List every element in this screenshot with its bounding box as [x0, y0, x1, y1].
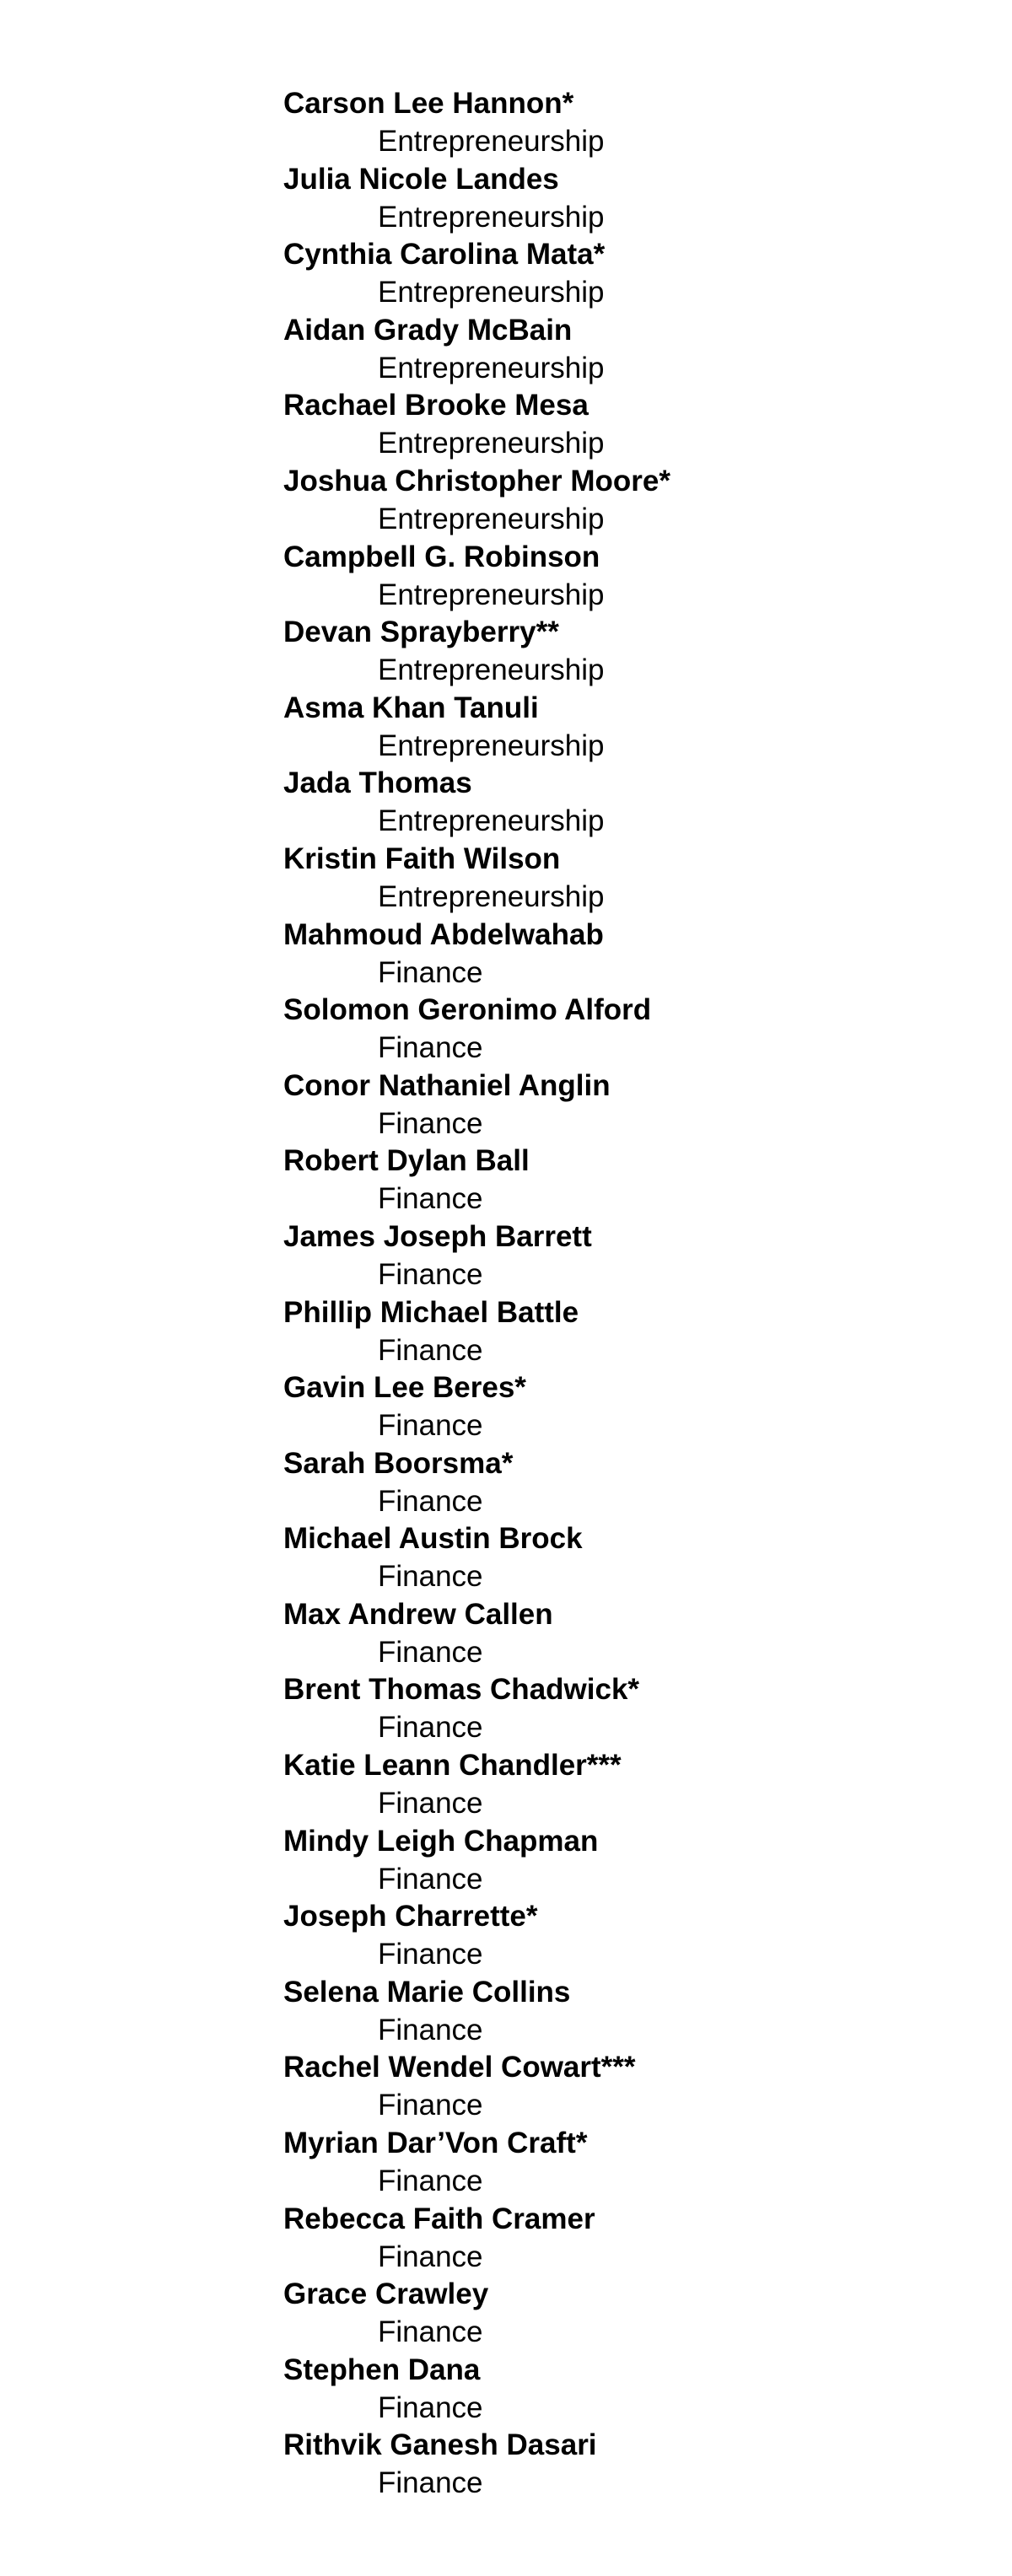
graduate-major: Finance	[378, 2466, 483, 2500]
graduate-entry	[283, 462, 670, 538]
graduate-name: Phillip Michael Battle	[283, 1295, 579, 1329]
graduate-major: Finance	[378, 1635, 483, 1669]
graduate-major: Entrepreneurship	[378, 351, 605, 385]
graduate-major: Finance	[378, 2240, 483, 2273]
graduate-major: Entrepreneurship	[378, 125, 605, 158]
graduate-entry	[283, 1369, 670, 1444]
graduate-name: Max Andrew Callen	[283, 1597, 553, 1631]
graduate-major: Entrepreneurship	[378, 200, 605, 234]
graduate-name: Mindy Leigh Chapman	[283, 1824, 599, 1858]
graduate-major: Finance	[378, 1862, 483, 1896]
graduate-major: Finance	[378, 2013, 483, 2046]
graduate-entry	[283, 840, 670, 916]
graduate-major: Finance	[378, 1333, 483, 1367]
graduate-name: Campbell G. Robinson	[283, 540, 600, 573]
graduate-name: Brent Thomas Chadwick*	[283, 1673, 640, 1707]
graduate-entry	[283, 1293, 670, 1369]
graduate-major: Finance	[378, 1257, 483, 1291]
graduate-entry	[283, 689, 670, 765]
graduate-major: Finance	[378, 1031, 483, 1065]
graduate-name: Jada Thomas	[283, 766, 472, 800]
graduate-name: Mahmoud Abdelwahab	[283, 917, 604, 951]
graduate-entry	[283, 160, 670, 236]
graduate-entry	[283, 2275, 670, 2351]
graduate-major: Entrepreneurship	[378, 276, 605, 309]
graduate-major: Finance	[378, 1787, 483, 1820]
graduate-name: Aidan Grady McBain	[283, 313, 573, 347]
graduate-major: Entrepreneurship	[378, 729, 605, 762]
graduate-name: Grace Crawley	[283, 2278, 489, 2311]
graduate-name: Kristin Faith Wilson	[283, 842, 561, 875]
graduate-name: Rachael Brooke Mesa	[283, 389, 589, 422]
graduate-entry	[283, 1746, 670, 1822]
graduate-entry	[283, 2048, 670, 2124]
graduate-name: Joshua Christopher Moore*	[283, 464, 670, 497]
graduate-entry	[283, 2351, 670, 2427]
graduate-entry	[283, 1595, 670, 1671]
graduate-major: Finance	[378, 1106, 483, 1140]
graduate-entry	[283, 84, 670, 160]
graduate-entry	[283, 2200, 670, 2276]
graduate-name: Stephen Dana	[283, 2353, 481, 2386]
graduate-name: Michael Austin Brock	[283, 1522, 583, 1556]
graduate-major: Finance	[378, 1484, 483, 1518]
graduate-name: Julia Nicole Landes	[283, 162, 559, 196]
graduate-major: Finance	[378, 1711, 483, 1745]
graduate-major: Entrepreneurship	[378, 502, 605, 535]
graduate-major: Finance	[378, 2315, 483, 2349]
graduate-entry	[283, 235, 670, 311]
graduate-name: Devan Sprayberry**	[283, 616, 559, 649]
graduate-entry	[283, 1218, 670, 1293]
graduate-major: Entrepreneurship	[378, 879, 605, 913]
graduate-entry	[283, 613, 670, 689]
graduate-entry	[283, 1897, 670, 1973]
graduate-entry	[283, 1519, 670, 1595]
graduate-entry	[283, 1670, 670, 1746]
graduate-major: Finance	[378, 2390, 483, 2424]
graduate-name: Myrian Dar’Von Craft*	[283, 2127, 588, 2160]
graduate-major: Entrepreneurship	[378, 427, 605, 460]
graduate-name: Cynthia Carolina Mata*	[283, 238, 606, 272]
graduate-major: Entrepreneurship	[378, 804, 605, 838]
graduate-name: Sarah Boorsma*	[283, 1446, 514, 1480]
graduate-name: Rebecca Faith Cramer	[283, 2202, 595, 2235]
graduate-major: Entrepreneurship	[378, 578, 605, 611]
graduate-name: Carson Lee Hannon*	[283, 87, 574, 120]
graduate-entry	[283, 916, 670, 992]
graduate-major: Finance	[378, 1938, 483, 1971]
graduate-name: Gavin Lee Beres*	[283, 1371, 526, 1405]
graduate-major: Finance	[378, 2089, 483, 2122]
graduate-major: Finance	[378, 2165, 483, 2198]
graduate-major: Entrepreneurship	[378, 653, 605, 687]
graduate-entry	[283, 538, 670, 614]
graduate-name: Katie Leann Chandler***	[283, 1749, 622, 1783]
graduate-entry	[283, 311, 670, 387]
graduate-entry	[283, 1444, 670, 1520]
graduate-entry	[283, 991, 670, 1067]
graduate-name: Rachel Wendel Cowart***	[283, 2051, 636, 2084]
graduate-entry	[283, 2426, 670, 2502]
graduate-major: Finance	[378, 1560, 483, 1594]
graduate-name: Solomon Geronimo Alford	[283, 993, 652, 1027]
graduate-major: Finance	[378, 1409, 483, 1443]
graduate-name: Robert Dylan Ball	[283, 1144, 530, 1178]
graduate-entry	[283, 1822, 670, 1898]
graduate-entry	[283, 1973, 670, 2049]
graduate-name: Selena Marie Collins	[283, 1975, 571, 2009]
graduate-name: Joseph Charrette*	[283, 1900, 538, 1933]
graduate-entry	[283, 2124, 670, 2200]
graduate-entry	[283, 1067, 670, 1143]
graduate-major: Finance	[378, 1182, 483, 1216]
graduate-entry	[283, 386, 670, 462]
graduate-name: James Joseph Barrett	[283, 1219, 592, 1253]
graduate-entry	[283, 1142, 670, 1218]
graduate-entry	[283, 764, 670, 840]
graduate-name: Rithvik Ganesh Dasari	[283, 2428, 597, 2462]
graduate-major: Finance	[378, 955, 483, 989]
graduate-name: Conor Nathaniel Anglin	[283, 1068, 611, 1102]
graduate-name: Asma Khan Tanuli	[283, 691, 539, 724]
graduate-list	[283, 84, 670, 2502]
